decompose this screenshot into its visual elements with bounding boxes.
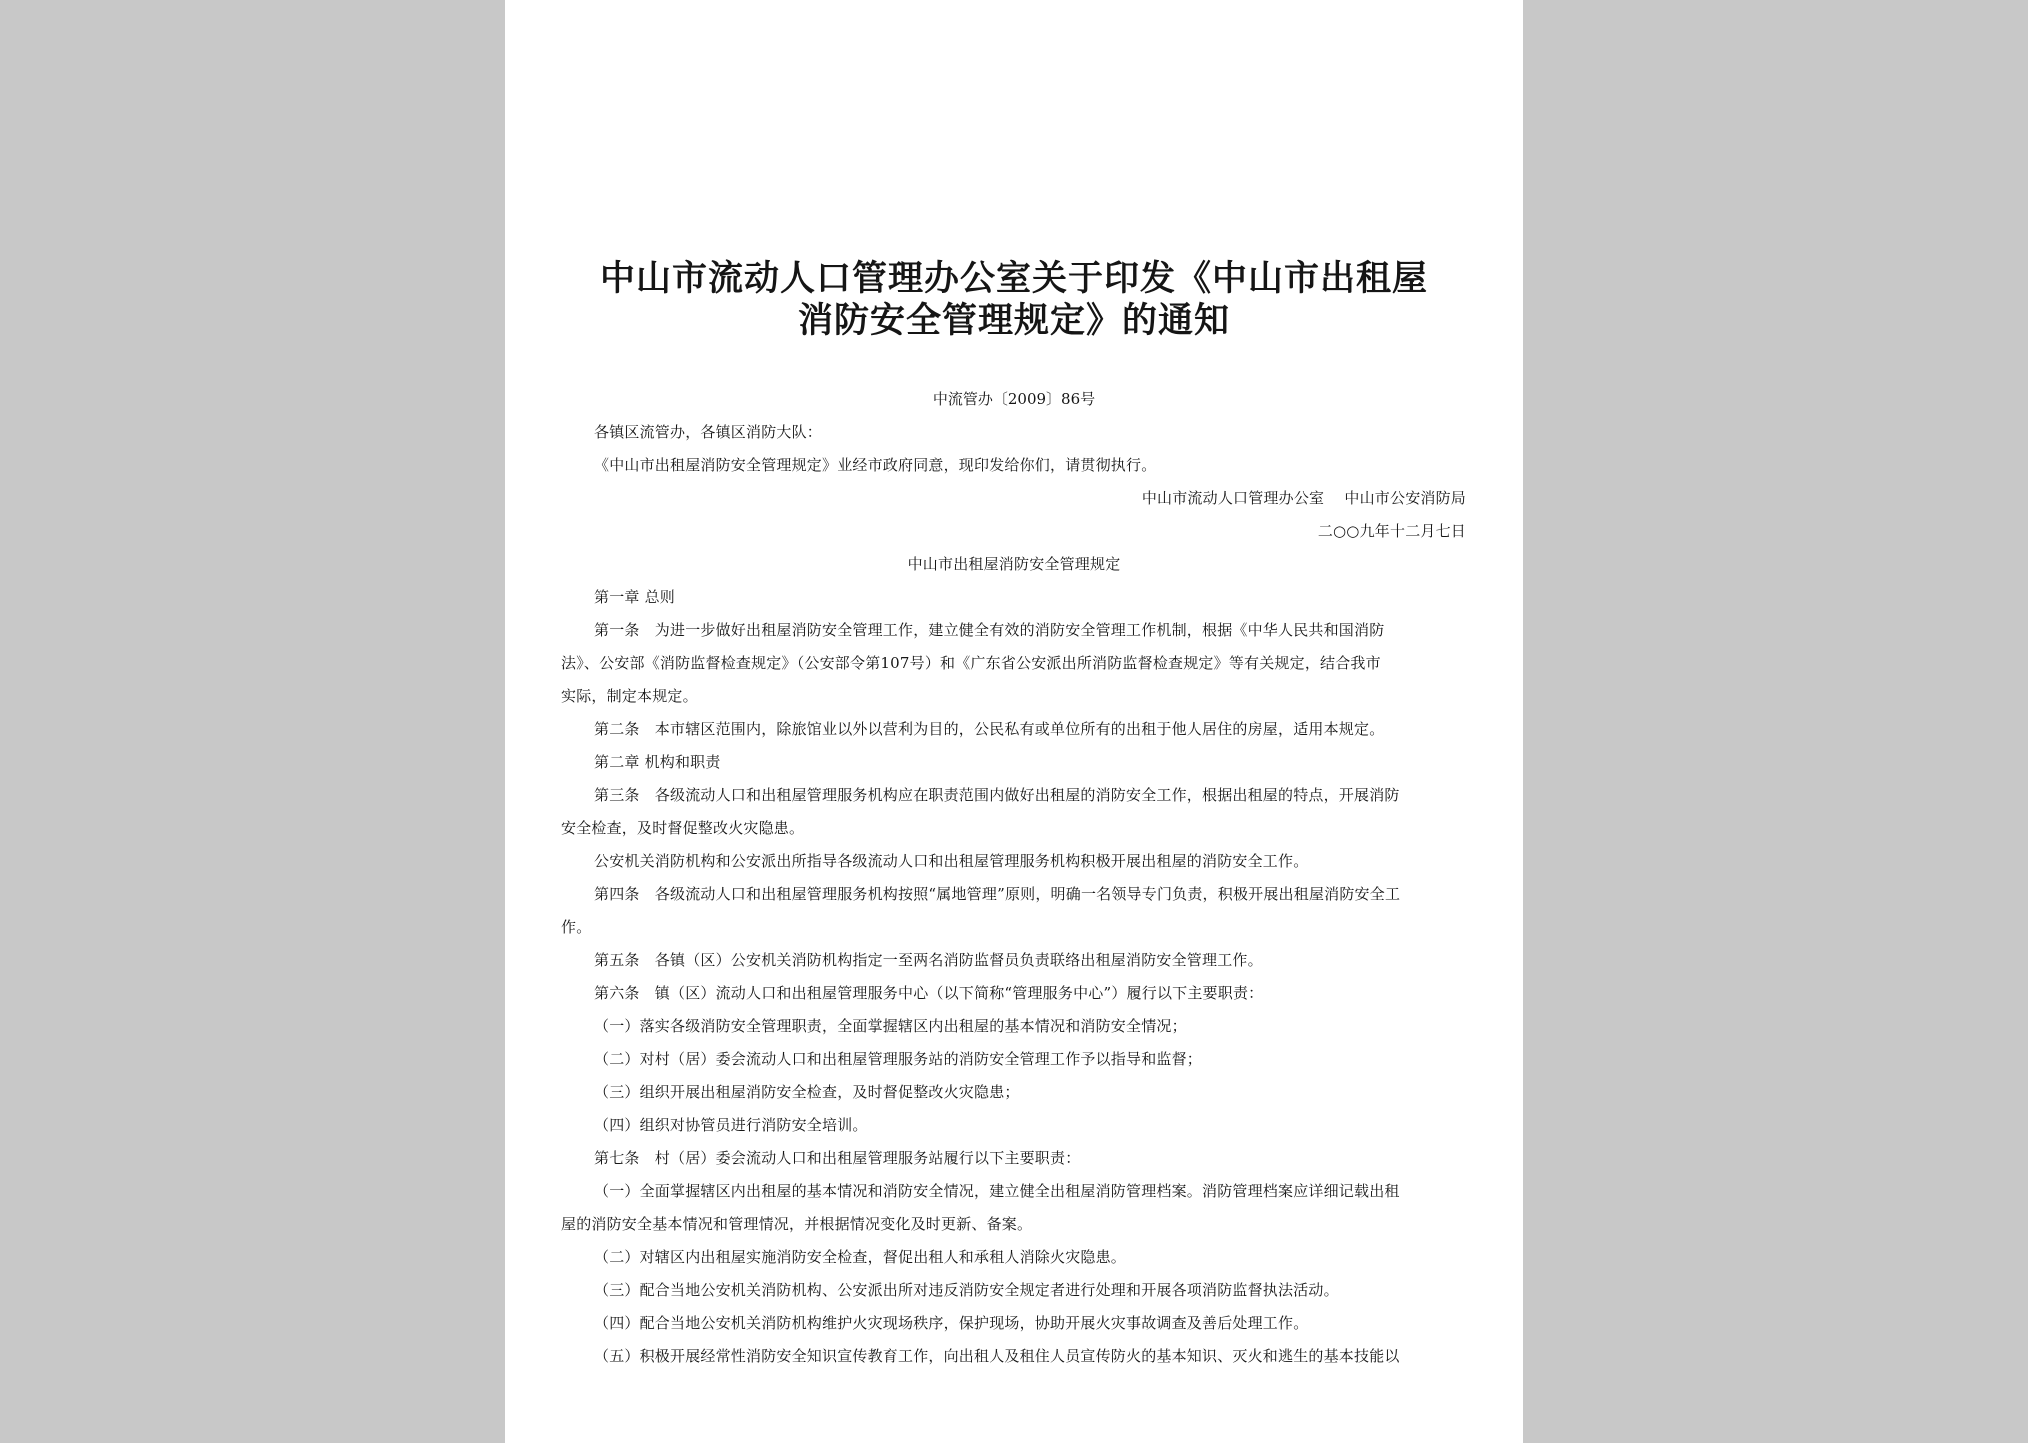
text-line: （一）落实各级消防安全管理职责，全面掌握辖区内出租屋的基本情况和消防安全情况； — [594, 1017, 1187, 1035]
text-line: 作。 — [561, 918, 592, 936]
document-number: 中流管办〔2009〕86号 — [932, 390, 1096, 408]
regulation-title: 中山市出租屋消防安全管理规定 — [907, 555, 1121, 573]
title-line-1: 中山市流动人口管理办公室关于印发《中山市出租屋 — [599, 258, 1428, 299]
text-line: 安全检查，及时督促整改火灾隐患。 — [561, 819, 805, 837]
text-line: （二）对辖区内出租屋实施消防安全检查，督促出租人和承租人消除火灾隐患。 — [594, 1248, 1127, 1266]
text-line: 公安机关消防机构和公安派出所指导各级流动人口和出租屋管理服务机构积极开展出租屋的消防安全工作。 — [594, 852, 1309, 870]
text-line: （二）对村（居）委会流动人口和出租屋管理服务站的消防安全管理工作予以指导和监督； — [594, 1050, 1203, 1068]
text-line: （四）配合当地公安机关消防机构维护火灾现场秩序，保护现场，协助开展火灾事故调查及善后处理工作。 — [594, 1314, 1309, 1332]
text-line: 第六条 镇（区）流动人口和出租屋管理服务中心（以下简称“管理服务中心”）履行以下主要职责： — [594, 984, 1264, 1002]
text-line: 第五条 各镇（区）公安机关消防机构指定一至两名消防监督员负责联络出租屋消防安全管理工作。 — [594, 951, 1263, 969]
document-page — [505, 0, 1523, 1443]
chapter-heading: 第一章 总则 — [594, 588, 675, 606]
text-line: 法》、公安部《消防监督检查规定》（公安部令第107号）和《广东省公安派出所消防监督检查规定》等有关规定，结合我市 — [561, 654, 1381, 672]
issuers: 中山市流动人口管理办公室 中山市公安消防局 — [1141, 489, 1466, 507]
text-line: 屋的消防安全基本情况和管理情况，并根据情况变化及时更新、备案。 — [561, 1215, 1033, 1233]
text-line: 第七条 村（居）委会流动人口和出租屋管理服务站履行以下主要职责： — [594, 1149, 1081, 1167]
title-line-2: 消防安全管理规定》的通知 — [797, 300, 1230, 341]
intro-paragraph: 《中山市出租屋消防安全管理规定》业经市政府同意，现印发给你们，请贯彻执行。 — [594, 456, 1157, 474]
issue-date: 二○○九年十二月七日 — [1317, 522, 1466, 540]
text-line: 实际，制定本规定。 — [561, 687, 698, 705]
document-title — [565, 258, 1463, 342]
text-line: 第三条 各级流动人口和出租屋管理服务机构应在职责范围内做好出租屋的消防安全工作，根据出租屋的特点，开展消防 — [594, 786, 1400, 804]
text-line: （三）组织开展出租屋消防安全检查，及时督促整改火灾隐患； — [594, 1083, 1020, 1101]
text-line: （四）组织对协管员进行消防安全培训。 — [594, 1116, 868, 1134]
text-line: （一）全面掌握辖区内出租屋的基本情况和消防安全情况，建立健全出租屋消防管理档案。消防管理档案应详细记载出租 — [594, 1182, 1400, 1200]
text-line: （三）配合当地公安机关消防机构、公安派出所对违反消防安全规定者进行处理和开展各项消防监督执法活动。 — [594, 1281, 1339, 1299]
chapter-heading: 第二章 机构和职责 — [594, 753, 721, 771]
text-line: （五）积极开展经常性消防安全知识宣传教育工作，向出租人及租住人员宣传防火的基本知识、灭火和逃生的基本技能以 — [594, 1347, 1400, 1365]
addressee: 各镇区流管办，各镇区消防大队： — [594, 423, 823, 441]
text-line: 第四条 各级流动人口和出租屋管理服务机构按照“属地管理”原则，明确一名领导专门负责，积极开展出租屋消防安全工 — [594, 885, 1401, 903]
text-line: 第一条 为进一步做好出租屋消防安全管理工作，建立健全有效的消防安全管理工作机制，根据《中华人民共和国消防 — [594, 621, 1385, 639]
text-line: 第二条 本市辖区范围内，除旅馆业以外以营利为目的，公民私有或单位所有的出租于他人居住的房屋，适用本规定。 — [594, 720, 1385, 738]
